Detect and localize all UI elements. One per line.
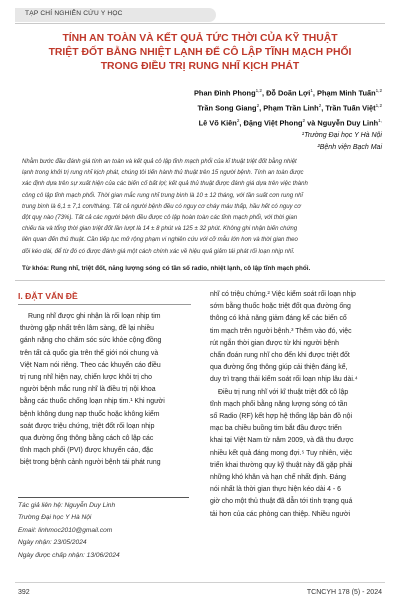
- abstract-line: công cô lập tĩnh mạch phổi. Thời gian mắc rung nhĩ trung bình là 10 ± 12 tháng, với tần suất cơn rung nhĩ: [22, 192, 303, 199]
- journal-name: TẠP CHÍ NGHIÊN CỨU Y HỌC: [25, 10, 123, 17]
- article-title: [20, 32, 380, 74]
- body-line: tĩnh mạch phổi (PVI) được khuyến cáo, đặc: [20, 447, 154, 455]
- body-line: số Radio (RF) kết hợp hệ thống lập bản đồ nội: [210, 413, 353, 421]
- abstract-line: đột quỵ nào (73%). Tất cả các người bệnh đều được cô lập hoàn toàn các tĩnh mạch phổi, với thời gian: [22, 215, 298, 222]
- abstract-line: dõi kéo dài, để từ đó có được đánh giá một cách chính xác về hiệu quả giảm tái phát rối loạn nhịp nhĩ.: [22, 248, 295, 255]
- corresponding-author: Tác giả liên hệ: Nguyễn Duy Linh: [18, 502, 116, 509]
- body-line: qua đường ống thông bằng cách cô lập các: [20, 435, 154, 443]
- section-heading: I. ĐẶT VẤN ĐỀ: [18, 291, 78, 301]
- author-block: [194, 85, 382, 154]
- title-line-2: TRIỆT ĐỐT BẰNG NHIỆT LẠNH ĐỂ CÔ LẬP TĨNH MẠCH PHỔI: [48, 47, 352, 58]
- section-underline: [18, 304, 191, 305]
- abstract-line: trung bình là 6,1 ± 7,1 cơn/tháng. Tất cả người bệnh đều có nguy cơ cháy máu thấp, hầu hết có nguy cơ: [22, 203, 301, 210]
- author-line-1: Phan Đình Phong$^{1,2}$, Đỗ Doãn Lợi$^1$, Phạm Minh Tuấn$^{1,2}$: [194, 88, 382, 98]
- body-line: soát được triệu chứng, triệt đốt rối loạn nhịp: [20, 422, 155, 430]
- title-line-1: TÍNH AN TOÀN VÀ KẾT QUẢ TỨC THỜI CỦA KỸ THUẬT: [62, 33, 338, 44]
- body-column-left: [20, 311, 192, 470]
- abstract: [22, 157, 378, 258]
- abstract-line: Nhằm bước đầu đánh giá tính an toàn và kết quả cô lập tĩnh mạch phổi của kĩ thuật triệt đốt bằng nhiệt: [22, 159, 297, 165]
- body-line: bệnh không dung nạp thuốc hoặc không kiểm: [20, 410, 160, 418]
- author-line-3: Lê Võ Kiên$^2$, Đặng Việt Phong$^2$ và Nguyễn Duy Linh$^{1,}$: [198, 117, 382, 128]
- keywords: Từ khóa: Rung nhĩ, triệt đốt, năng lượng sóng có tần số radio, nhiệt lạnh, cô lập tĩnh mạch phổi.: [22, 265, 311, 272]
- corresponding-institution: Trường Đại học Y Hà Nội: [18, 514, 92, 522]
- body-line: Việt Nam nói riêng. Theo các khuyến cáo điều: [20, 361, 161, 369]
- received-date: Ngày nhận: 23/05/2024: [18, 539, 87, 547]
- correspondence-block: [18, 500, 120, 562]
- body-line: nói nhất là thời gian thực hiện kéo dài 4 - 6: [210, 486, 341, 494]
- journal-header-bar: [15, 8, 216, 22]
- abstract-line: liên quan đến thủ thuật. Cần tiếp tục mở rộng phạm vi nghiên cứu với cỡ mẫu lớn hơn và thời gian theo: [22, 237, 298, 244]
- body-line: nhĩ có triệu chứng.² Việc kiểm soát rối loạn nhịp: [210, 291, 356, 298]
- body-line: sớm bằng thuốc hoặc triệt đốt qua đường ống: [210, 303, 351, 311]
- body-line: biệt trong bệnh cảnh người bệnh tái phát rung: [20, 459, 161, 467]
- body-line: duy trì trạng thái kiểm soát rối loạn nhịp lâu dài.⁴: [210, 376, 358, 384]
- accepted-date: Ngày được chấp nhận: 13/06/2024: [18, 551, 120, 559]
- body-line: thường gặp nhất trên lâm sàng, đề lại nhiều: [20, 325, 155, 333]
- body-line: qua đường ống thông giúp cải thiện đáng kể,: [210, 364, 348, 372]
- abstract-divider: [15, 280, 385, 281]
- author-line-2: Trần Song Giang$^2$, Phạm Trần Linh$^2$, Trần Tuấn Việt$^{1,2}$: [197, 102, 382, 113]
- abstract-line: xác định dựa trên sự xuất hiện của các biến cố bất lợi; kết quả thủ thuật được đánh giá dựa trên việc thành: [22, 181, 308, 188]
- body-line: rút ngắn thời gian được từ khi người bệnh: [210, 339, 339, 347]
- body-line: nhiều kết quả đáng mong đợi.⁵ Tuy nhiên, việc: [210, 449, 353, 457]
- journal-issue: TCNCYH 178 (5) - 2024: [306, 589, 382, 596]
- body-line: giờ cho một thủ thuật đã dẫn tới tình trạng quá: [210, 498, 353, 506]
- body-line: mạc ba chiều buồng tim bắt đầu được triển: [210, 425, 342, 433]
- title-line-3: TRONG ĐIỀU TRỊ RUNG NHĨ KỊCH PHÁT: [100, 61, 300, 72]
- corresponding-email[interactable]: Email: linhmoc2010@gmail.com: [18, 526, 113, 534]
- body-column-right: [210, 289, 382, 521]
- abstract-line: lạnh trong khởi trị rung nhĩ kịch phát, chúng tôi tiến hành thủ thuật trên 15 người bệnh. Tính an toàn được: [22, 170, 304, 177]
- body-line: triển khai thường quy kỹ thuật này đã gặp phải: [210, 461, 353, 469]
- footer-divider: [15, 582, 385, 583]
- body-line: người bệnh mắc rung nhĩ là điều trị nội khoa: [20, 386, 156, 394]
- body-line: gánh nặng cho chăm sóc sức khỏe cộng đồng: [20, 337, 162, 345]
- body-line: khai tại Việt Nam từ năm 2009, và đã thu được: [210, 437, 354, 445]
- page-number: 392: [18, 589, 30, 596]
- body-line: trị rung nhĩ hiện nay, chiến lược khôi trị cho: [20, 374, 152, 382]
- body-line: những khó khăn và hạn chế nhất định. Đáng: [210, 474, 347, 482]
- body-line: tim mạch trên người bệnh.³ Thêm vào đó, việc: [210, 327, 352, 335]
- body-line: bằng các thuốc chống loạn nhịp tim.¹ Khi người: [20, 398, 165, 406]
- body-line: tải hơn của các phòng can thiệp. Nhiều người: [210, 510, 351, 518]
- body-line: Rung nhĩ được ghi nhận là rối loạn nhịp tim: [28, 313, 161, 320]
- body-line: tĩnh mạch phổi bằng năng lượng sóng có tần: [210, 400, 348, 408]
- affiliation-1: ¹Trường Đại học Y Hà Nội: [301, 131, 382, 139]
- abstract-line: chiếu tia và tổng thời gian triệt đốt lần lượt là 14 ± 8 phút và 125 ± 32 phút. Không ghi nhận biến chứng: [22, 226, 298, 233]
- body-line: Điều trị rung nhĩ với kĩ thuật triệt đốt cô lập: [218, 388, 349, 396]
- body-line: chẩn đoán rung nhĩ cho đến khi được triệt đốt: [210, 352, 350, 360]
- body-line: trên tất cả quốc gia trên thế giới nói chung và: [20, 349, 159, 357]
- body-line: thông có khả năng giảm đáng kể các biến cố: [210, 315, 347, 323]
- correspondence-divider: [18, 497, 189, 498]
- header-divider: [15, 23, 385, 24]
- affiliation-2: ²Bệnh viện Bạch Mai: [317, 144, 382, 152]
